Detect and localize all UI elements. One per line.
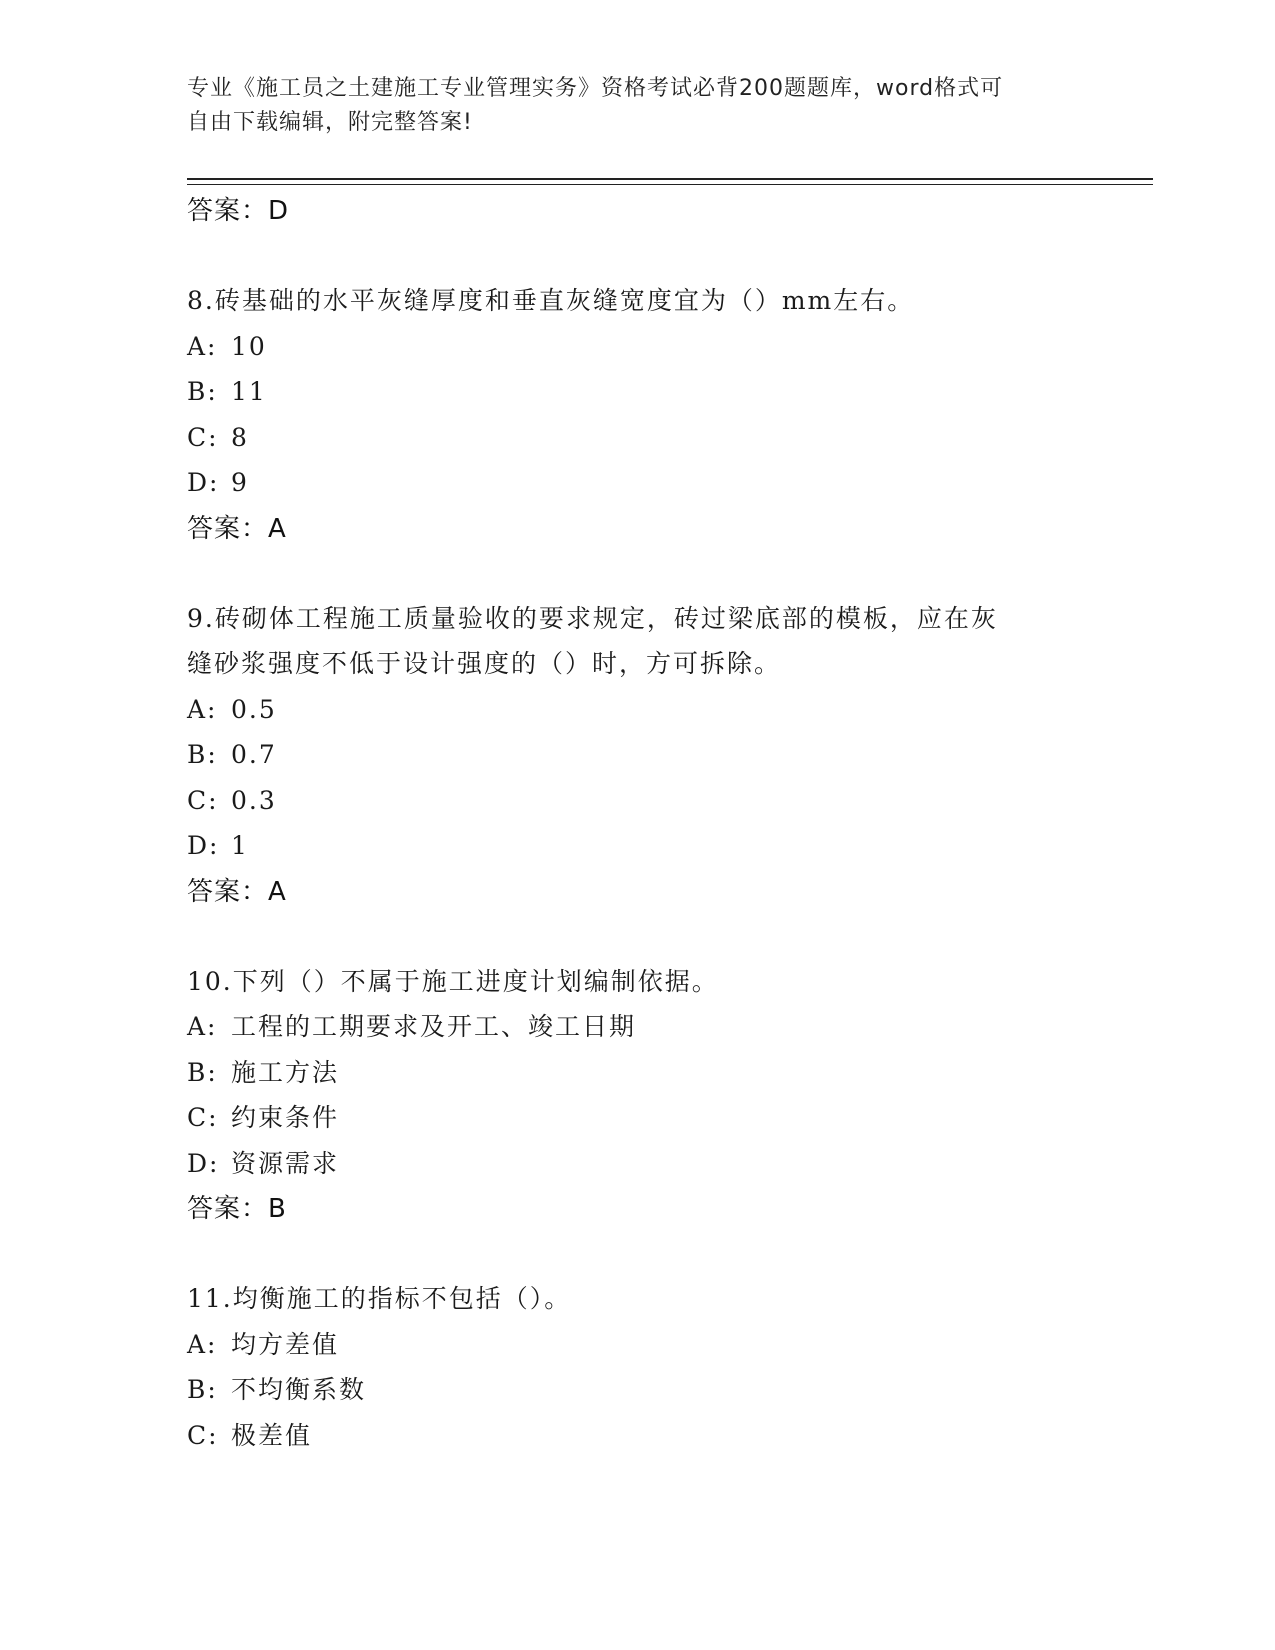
question-block [187, 959, 1087, 1277]
spacer [187, 1232, 1087, 1276]
question-stem: 10.下列（）不属于施工进度计划编制依据。 [187, 966, 719, 996]
option-text: 8 [231, 422, 249, 452]
option-label: D: [187, 831, 220, 860]
option-text: 1 [231, 831, 249, 860]
header-line-2: 自由下载编辑，附完整答案! [187, 110, 473, 135]
option-row [187, 1004, 1087, 1050]
option-label: D: [187, 1148, 220, 1178]
option-row [187, 823, 1087, 869]
question-block [187, 1276, 1087, 1458]
question-stem: 8.砖基础的水平灰缝厚度和垂直灰缝宽度宜为（）mm左右。 [187, 286, 915, 315]
option-row [187, 415, 1087, 461]
option-text: 0.7 [231, 740, 277, 769]
header-divider-thin [187, 184, 1153, 185]
option-text: 极差值 [231, 1420, 313, 1450]
option-text: 施工方法 [231, 1057, 340, 1087]
option-text: 工程的工期要求及开工、竣工日期 [231, 1012, 637, 1041]
option-label: A: [187, 694, 218, 724]
option-text: 均方差值 [231, 1329, 340, 1359]
option-row [187, 1322, 1087, 1368]
option-label: A: [187, 331, 218, 361]
option-text: 0.3 [231, 785, 277, 815]
option-label: C: [187, 422, 219, 452]
question-block [187, 278, 1087, 596]
header-line-1: 专业《施工员之土建施工专业管理实务》资格考试必背200题题库，word格式可 [187, 76, 1004, 101]
option-label: D: [187, 468, 220, 497]
option-text: 0.5 [231, 694, 277, 724]
questions-container [187, 278, 1087, 1458]
option-row [187, 1367, 1087, 1413]
spacer [187, 915, 1087, 959]
option-label: B: [187, 377, 218, 406]
answer-line: 答案：A [187, 513, 287, 544]
option-label: B: [187, 1375, 218, 1404]
previous-answer: 答案：D [187, 196, 290, 226]
option-text: 10 [231, 331, 267, 361]
option-row [187, 1050, 1087, 1096]
spacer [187, 234, 1087, 278]
option-text: 资源需求 [231, 1148, 340, 1178]
option-label: C: [187, 785, 219, 815]
option-label: C: [187, 1420, 219, 1450]
option-label: A: [187, 1012, 218, 1041]
question-stem: 缝砂浆强度不低于设计强度的（）时，方可拆除。 [187, 649, 782, 678]
document-header [187, 72, 1067, 140]
answer-line: 答案：A [187, 876, 287, 907]
question-block [187, 596, 1087, 959]
option-row [187, 460, 1087, 506]
option-row [187, 369, 1087, 415]
answer-line: 答案：B [187, 1194, 287, 1224]
option-row [187, 1095, 1087, 1141]
option-text: 9 [231, 468, 249, 497]
spacer [187, 552, 1087, 596]
option-label: B: [187, 740, 218, 769]
option-row [187, 778, 1087, 824]
option-row [187, 324, 1087, 370]
question-stem: 11.均衡施工的指标不包括（）。 [187, 1284, 572, 1313]
option-label: B: [187, 1057, 218, 1087]
option-text: 11 [231, 377, 267, 406]
option-row [187, 1141, 1087, 1187]
option-label: A: [187, 1329, 218, 1359]
question-list [187, 188, 1087, 1458]
header-divider-thick [187, 178, 1153, 180]
option-row [187, 687, 1087, 733]
option-text: 约束条件 [231, 1103, 340, 1132]
option-text: 不均衡系数 [231, 1375, 367, 1404]
option-row [187, 732, 1087, 778]
option-row [187, 1413, 1087, 1459]
option-label: C: [187, 1103, 219, 1132]
question-stem: 9.砖砌体工程施工质量验收的要求规定，砖过梁底部的模板，应在灰 [187, 603, 998, 633]
